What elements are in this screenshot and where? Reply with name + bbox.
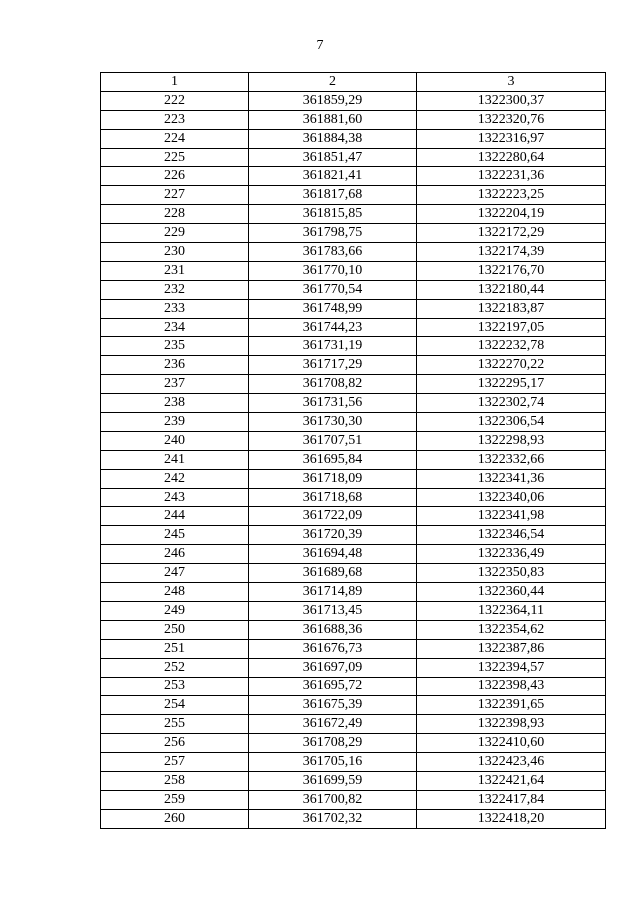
point-number-cell: 245 <box>101 526 249 545</box>
point-number-cell: 231 <box>101 261 249 280</box>
table-row <box>101 469 606 488</box>
y-coordinate-cell: 1322341,98 <box>417 507 606 526</box>
y-coordinate-cell: 1322398,43 <box>417 677 606 696</box>
point-number-cell: 236 <box>101 356 249 375</box>
point-number-cell: 225 <box>101 148 249 167</box>
x-coordinate-cell: 361884,38 <box>249 129 417 148</box>
table-row <box>101 243 606 262</box>
x-coordinate-cell: 361708,29 <box>249 734 417 753</box>
point-number-cell: 244 <box>101 507 249 526</box>
y-coordinate-cell: 1322231,36 <box>417 167 606 186</box>
x-coordinate-cell: 361695,84 <box>249 450 417 469</box>
x-coordinate-cell: 361707,51 <box>249 431 417 450</box>
table-row <box>101 280 606 299</box>
table-row <box>101 696 606 715</box>
x-coordinate-cell: 361730,30 <box>249 413 417 432</box>
y-coordinate-cell: 1322394,57 <box>417 658 606 677</box>
point-number-cell: 249 <box>101 601 249 620</box>
table-row <box>101 167 606 186</box>
point-number-cell: 240 <box>101 431 249 450</box>
x-coordinate-cell: 361708,82 <box>249 375 417 394</box>
x-coordinate-cell: 361713,45 <box>249 601 417 620</box>
table-header <box>101 73 606 92</box>
x-coordinate-cell: 361675,39 <box>249 696 417 715</box>
x-coordinate-cell: 361694,48 <box>249 545 417 564</box>
page-number: 7 <box>316 38 324 53</box>
table-row <box>101 753 606 772</box>
x-coordinate-cell: 361744,23 <box>249 318 417 337</box>
table-row <box>101 394 606 413</box>
x-coordinate-cell: 361770,54 <box>249 280 417 299</box>
table-row <box>101 809 606 828</box>
point-number-cell: 256 <box>101 734 249 753</box>
y-coordinate-cell: 1322300,37 <box>417 91 606 110</box>
table-row <box>101 129 606 148</box>
table-row <box>101 507 606 526</box>
y-coordinate-cell: 1322364,11 <box>417 601 606 620</box>
x-coordinate-cell: 361718,09 <box>249 469 417 488</box>
y-coordinate-cell: 1322398,93 <box>417 715 606 734</box>
y-coordinate-cell: 1322421,64 <box>417 771 606 790</box>
point-number-cell: 235 <box>101 337 249 356</box>
table-row <box>101 658 606 677</box>
x-coordinate-cell: 361702,32 <box>249 809 417 828</box>
table-row <box>101 318 606 337</box>
point-number-cell: 229 <box>101 224 249 243</box>
table-row <box>101 583 606 602</box>
y-coordinate-cell: 1322204,19 <box>417 205 606 224</box>
point-number-cell: 224 <box>101 129 249 148</box>
point-number-cell: 254 <box>101 696 249 715</box>
point-number-cell: 222 <box>101 91 249 110</box>
x-coordinate-cell: 361700,82 <box>249 790 417 809</box>
table-row <box>101 224 606 243</box>
x-coordinate-cell: 361717,29 <box>249 356 417 375</box>
y-coordinate-cell: 1322316,97 <box>417 129 606 148</box>
x-coordinate-cell: 361705,16 <box>249 753 417 772</box>
y-coordinate-cell: 1322350,83 <box>417 564 606 583</box>
point-number-cell: 247 <box>101 564 249 583</box>
table-row <box>101 261 606 280</box>
point-number-cell: 234 <box>101 318 249 337</box>
y-coordinate-cell: 1322360,44 <box>417 583 606 602</box>
table-row <box>101 110 606 129</box>
table-row <box>101 488 606 507</box>
y-coordinate-cell: 1322320,76 <box>417 110 606 129</box>
y-coordinate-cell: 1322346,54 <box>417 526 606 545</box>
point-number-cell: 252 <box>101 658 249 677</box>
y-coordinate-cell: 1322302,74 <box>417 394 606 413</box>
table-row <box>101 564 606 583</box>
y-coordinate-cell: 1322387,86 <box>417 639 606 658</box>
column-header-1: 1 <box>101 73 249 92</box>
x-coordinate-cell: 361695,72 <box>249 677 417 696</box>
x-coordinate-cell: 361770,10 <box>249 261 417 280</box>
point-number-cell: 259 <box>101 790 249 809</box>
y-coordinate-cell: 1322180,44 <box>417 280 606 299</box>
x-coordinate-cell: 361688,36 <box>249 620 417 639</box>
point-number-cell: 237 <box>101 375 249 394</box>
y-coordinate-cell: 1322172,29 <box>417 224 606 243</box>
table-row <box>101 790 606 809</box>
y-coordinate-cell: 1322391,65 <box>417 696 606 715</box>
point-number-cell: 260 <box>101 809 249 828</box>
table-row <box>101 734 606 753</box>
column-header-2: 2 <box>249 73 417 92</box>
table-row <box>101 337 606 356</box>
point-number-cell: 227 <box>101 186 249 205</box>
y-coordinate-cell: 1322332,66 <box>417 450 606 469</box>
table-row <box>101 299 606 318</box>
y-coordinate-cell: 1322174,39 <box>417 243 606 262</box>
table-row <box>101 413 606 432</box>
table-row <box>101 91 606 110</box>
y-coordinate-cell: 1322340,06 <box>417 488 606 507</box>
point-number-cell: 257 <box>101 753 249 772</box>
point-number-cell: 243 <box>101 488 249 507</box>
table-row <box>101 620 606 639</box>
x-coordinate-cell: 361821,41 <box>249 167 417 186</box>
x-coordinate-cell: 361672,49 <box>249 715 417 734</box>
y-coordinate-cell: 1322423,46 <box>417 753 606 772</box>
x-coordinate-cell: 361798,75 <box>249 224 417 243</box>
table-row <box>101 545 606 564</box>
point-number-cell: 258 <box>101 771 249 790</box>
table-row <box>101 205 606 224</box>
x-coordinate-cell: 361689,68 <box>249 564 417 583</box>
x-coordinate-cell: 361699,59 <box>249 771 417 790</box>
y-coordinate-cell: 1322306,54 <box>417 413 606 432</box>
y-coordinate-cell: 1322232,78 <box>417 337 606 356</box>
point-number-cell: 233 <box>101 299 249 318</box>
table-row <box>101 771 606 790</box>
table-row <box>101 148 606 167</box>
y-coordinate-cell: 1322183,87 <box>417 299 606 318</box>
point-number-cell: 255 <box>101 715 249 734</box>
y-coordinate-cell: 1322417,84 <box>417 790 606 809</box>
point-number-cell: 246 <box>101 545 249 564</box>
y-coordinate-cell: 1322298,93 <box>417 431 606 450</box>
point-number-cell: 228 <box>101 205 249 224</box>
x-coordinate-cell: 361718,68 <box>249 488 417 507</box>
x-coordinate-cell: 361731,19 <box>249 337 417 356</box>
table-row <box>101 375 606 394</box>
table-row <box>101 639 606 658</box>
x-coordinate-cell: 361731,56 <box>249 394 417 413</box>
x-coordinate-cell: 361676,73 <box>249 639 417 658</box>
x-coordinate-cell: 361815,85 <box>249 205 417 224</box>
y-coordinate-cell: 1322280,64 <box>417 148 606 167</box>
y-coordinate-cell: 1322336,49 <box>417 545 606 564</box>
x-coordinate-cell: 361697,09 <box>249 658 417 677</box>
table-row <box>101 601 606 620</box>
point-number-cell: 232 <box>101 280 249 299</box>
table-row <box>101 715 606 734</box>
table-row <box>101 450 606 469</box>
table-row <box>101 677 606 696</box>
point-number-cell: 242 <box>101 469 249 488</box>
point-number-cell: 223 <box>101 110 249 129</box>
point-number-cell: 241 <box>101 450 249 469</box>
x-coordinate-cell: 361748,99 <box>249 299 417 318</box>
x-coordinate-cell: 361817,68 <box>249 186 417 205</box>
x-coordinate-cell: 361722,09 <box>249 507 417 526</box>
point-number-cell: 226 <box>101 167 249 186</box>
y-coordinate-cell: 1322270,22 <box>417 356 606 375</box>
y-coordinate-cell: 1322341,36 <box>417 469 606 488</box>
x-coordinate-cell: 361720,39 <box>249 526 417 545</box>
point-number-cell: 239 <box>101 413 249 432</box>
x-coordinate-cell: 361859,29 <box>249 91 417 110</box>
coordinates-table <box>100 72 606 829</box>
table-row <box>101 186 606 205</box>
x-coordinate-cell: 361714,89 <box>249 583 417 602</box>
table-row <box>101 526 606 545</box>
table-row <box>101 356 606 375</box>
table-body <box>101 91 606 828</box>
x-coordinate-cell: 361783,66 <box>249 243 417 262</box>
x-coordinate-cell: 361851,47 <box>249 148 417 167</box>
y-coordinate-cell: 1322295,17 <box>417 375 606 394</box>
column-header-3: 3 <box>417 73 606 92</box>
y-coordinate-cell: 1322418,20 <box>417 809 606 828</box>
point-number-cell: 251 <box>101 639 249 658</box>
point-number-cell: 250 <box>101 620 249 639</box>
y-coordinate-cell: 1322197,05 <box>417 318 606 337</box>
y-coordinate-cell: 1322176,70 <box>417 261 606 280</box>
point-number-cell: 248 <box>101 583 249 602</box>
y-coordinate-cell: 1322223,25 <box>417 186 606 205</box>
point-number-cell: 253 <box>101 677 249 696</box>
x-coordinate-cell: 361881,60 <box>249 110 417 129</box>
y-coordinate-cell: 1322354,62 <box>417 620 606 639</box>
point-number-cell: 230 <box>101 243 249 262</box>
header-row <box>101 73 606 92</box>
table-row <box>101 431 606 450</box>
y-coordinate-cell: 1322410,60 <box>417 734 606 753</box>
point-number-cell: 238 <box>101 394 249 413</box>
